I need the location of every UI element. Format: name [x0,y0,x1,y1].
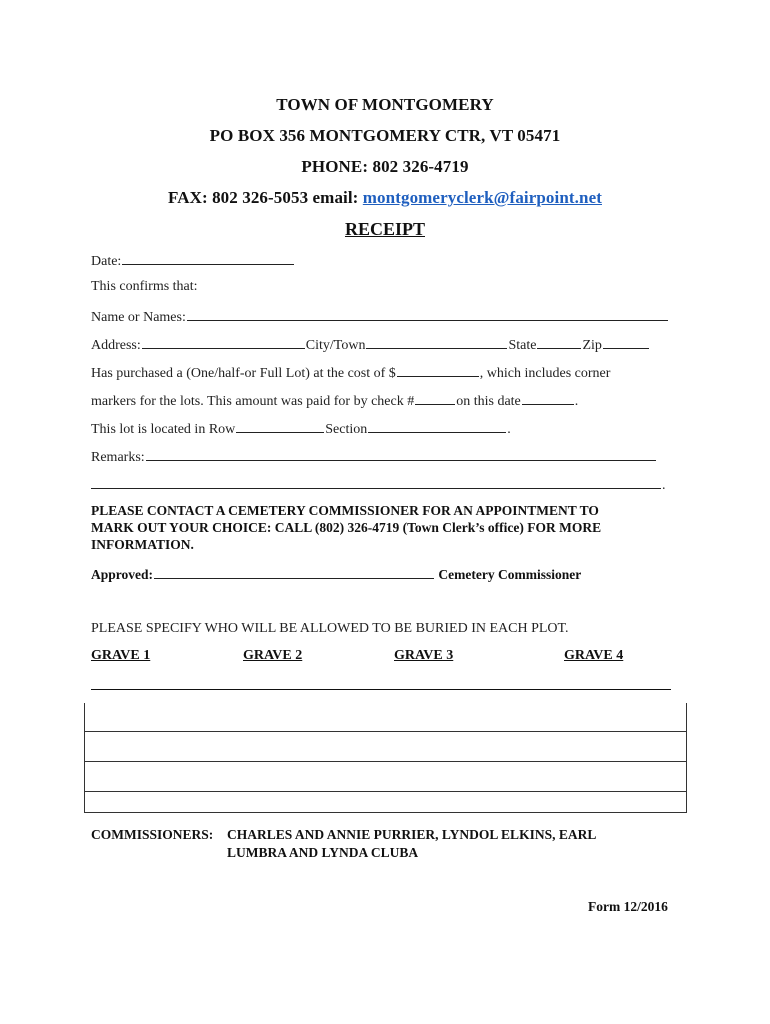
payment-row [91,391,578,410]
commissioners-label: COMMISSIONERS: [91,827,214,842]
approval-signature-field[interactable] [154,565,434,579]
name-label: Name or Names: [91,310,186,325]
town-name: TOWN OF MONTGOMERY [276,95,494,114]
grave-4-header: GRAVE 4 [564,648,624,663]
state-label: State [508,338,537,353]
notice-line-1: PLEASE CONTACT A CEMETERY COMMISSIONER FOR AN APPOINTMENT TO [91,503,599,518]
section-field[interactable] [368,419,506,433]
notice-line-2: MARK OUT YOUR CHOICE: CALL (802) 326-4719 (Town Clerk’s office) FOR MORE [91,520,602,535]
confirms-text: This confirms that: [91,279,198,294]
payment-date-label: on this date [456,394,521,409]
markers-text: markers for the lots. This amount was paid for by check # [91,394,415,409]
purchase-suffix: , which includes corner [479,366,611,381]
email-link[interactable]: montgomeryclerk@fairpoint.net [362,188,602,207]
payment-end: . [574,394,579,409]
purchase-row [91,363,610,382]
grid-row-line [85,761,686,762]
notice-line-3: INFORMATION. [91,537,194,552]
fax-number: FAX: 802 326-5053 email: [167,188,363,207]
grid-row-line [85,731,686,732]
appointment-notice [91,502,601,553]
zip-label: Zip [582,338,602,353]
check-number-field[interactable] [415,391,455,405]
remarks-end: . [662,478,666,493]
grave-1-header: GRAVE 1 [91,648,151,663]
remarks-field[interactable] [146,447,656,461]
address-field[interactable] [142,335,305,349]
location-end: . [507,422,511,437]
grave-2-header: GRAVE 2 [243,648,303,663]
plot-instruction: PLEASE SPECIFY WHO WILL BE ALLOWED TO BE BURIED IN EACH PLOT. [91,621,569,636]
location-row [91,419,511,438]
grave-entry-grid [84,703,687,813]
approved-label: Approved: [91,567,154,582]
receipt-title: RECEIPT [344,219,425,239]
remarks-field-2[interactable] [91,475,661,489]
grave-3-header: GRAVE 3 [394,648,454,663]
date-row [91,251,295,270]
address-label: Address: [91,338,141,353]
payment-date-field[interactable] [522,391,574,405]
commissioners-names [227,826,647,862]
fax-email-line [0,188,770,208]
row-label: This lot is located in Row [91,422,236,437]
date-label: Date: [91,254,122,269]
grid-row-line [85,791,686,792]
mailing-address: PO BOX 356 MONTGOMERY CTR, VT 05471 [209,126,561,145]
city-label: City/Town [305,338,366,353]
name-field[interactable] [187,307,668,321]
commissioners-names-line-2: LUMBRA AND LYNDA CLUBA [227,845,419,860]
row-field[interactable] [236,419,324,433]
date-field[interactable] [122,251,294,265]
commissioner-role: Cemetery Commissioner [435,567,582,582]
section-label: Section [325,422,368,437]
commissioners-names-line-1: CHARLES AND ANNIE PURRIER, LYNDOL ELKINS, EARL [227,827,597,842]
phone-number: PHONE: 802 326-4719 [301,157,469,176]
state-field[interactable] [537,335,581,349]
purchase-text: Has purchased a (One/half-or Full Lot) at the cost of $ [91,366,396,381]
zip-field[interactable] [603,335,649,349]
address-row [91,335,650,354]
approval-row [91,565,581,583]
grave-divider [91,689,671,690]
form-number: Form 12/2016 [588,899,668,914]
name-row [91,307,669,326]
remarks-row [91,447,657,466]
remarks-label: Remarks: [91,450,145,465]
city-field[interactable] [366,335,507,349]
remarks-row-2 [91,475,666,494]
cost-field[interactable] [397,363,479,377]
